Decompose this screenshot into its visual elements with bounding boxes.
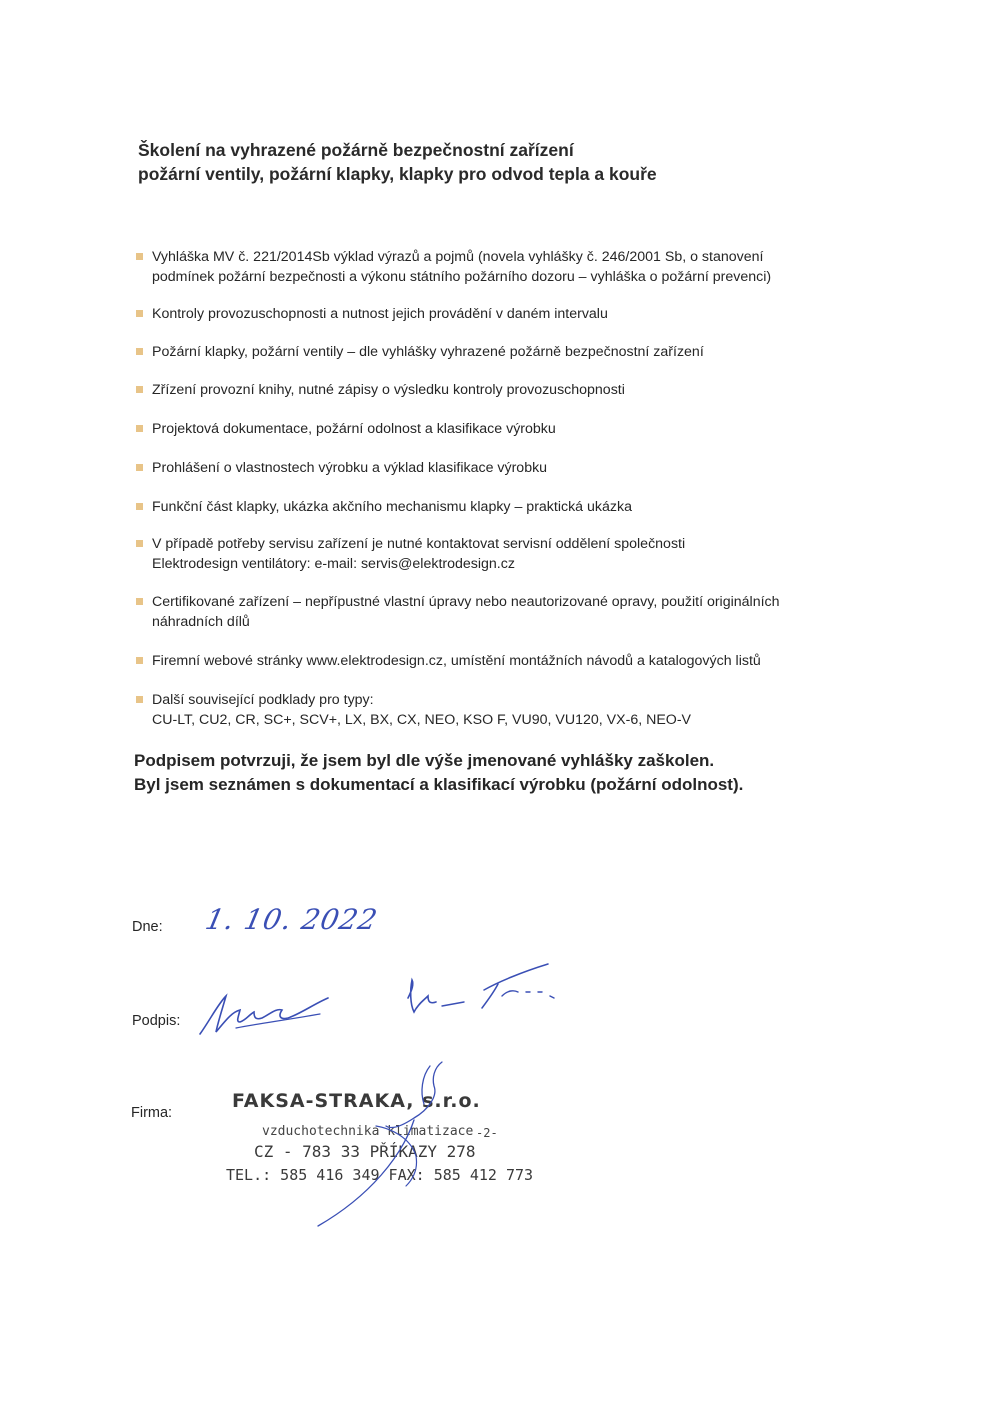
document-title bbox=[138, 138, 918, 186]
topic-list bbox=[136, 229, 876, 730]
topic-item-line: Firemní webové stránky www.elektrodesign.cz, umístění montážních návodů a katalogových listů bbox=[152, 653, 761, 669]
date-handwritten: 1. 10. 2022 bbox=[202, 903, 381, 936]
topic-item bbox=[136, 592, 876, 632]
topic-item-line: Projektová dokumentace, požární odolnost a klasifikace výrobku bbox=[152, 421, 556, 437]
topic-item-line: Vyhláška MV č. 221/2014Sb výklad výrazů a pojmů (novela vyhlášky č. 246/2001 Sb, o stanovení bbox=[152, 249, 764, 265]
topic-item-line: Funkční část klapky, ukázka akčního mechanismu klapky – praktická ukázka bbox=[152, 499, 632, 515]
confirmation-line-2: Byl jsem seznámen s dokumentací a klasifikací výrobku (požární odolnost). bbox=[134, 775, 744, 794]
bullet-square-icon bbox=[136, 348, 143, 355]
title-line-2: požární ventily, požární klapky, klapky pro odvod tepla a kouře bbox=[138, 164, 657, 184]
topic-item bbox=[136, 247, 876, 287]
signature-1 bbox=[196, 990, 336, 1040]
signature-2 bbox=[402, 960, 562, 1020]
topic-item bbox=[136, 342, 876, 362]
company-label: Firma: bbox=[131, 1105, 173, 1121]
bullet-square-icon bbox=[136, 425, 143, 432]
topic-item-line: CU-LT, CU2, CR, SC+, SCV+, LX, BX, CX, NEO, KSO F, VU90, VU120, VX-6, NEO-V bbox=[152, 712, 692, 728]
confirmation-statement bbox=[134, 749, 914, 797]
stamp-company-name: FAKSA-STRAKA, s.r.o. bbox=[232, 1090, 481, 1112]
bullet-square-icon bbox=[136, 253, 143, 260]
topic-item bbox=[136, 497, 876, 517]
topic-item-line: náhradních dílů bbox=[152, 614, 250, 630]
topic-item-line: Kontroly provozuschopnosti a nutnost jejich provádění v daném intervalu bbox=[152, 306, 608, 322]
signature-label: Podpis: bbox=[132, 1013, 181, 1029]
topic-item-line: Zřízení provozní knihy, nutné zápisy o výsledku kontroly provozuschopnosti bbox=[152, 382, 625, 398]
bullet-square-icon bbox=[136, 503, 143, 510]
topic-item bbox=[136, 304, 876, 324]
topic-item-line: Certifikované zařízení – nepřípustné vlastní úpravy nebo neautorizované opravy, použití originálních bbox=[152, 594, 780, 610]
topic-item bbox=[136, 458, 876, 478]
topic-item bbox=[136, 419, 876, 439]
bullet-square-icon bbox=[136, 464, 143, 471]
topic-item-line: V případě potřeby servisu zařízení je nutné kontaktovat servisní oddělení společnosti bbox=[152, 536, 686, 552]
topic-item-line: Požární klapky, požární ventily – dle vyhlášky vyhrazené požárně bezpečnostní zařízení bbox=[152, 344, 704, 360]
topic-item bbox=[136, 380, 876, 400]
bullet-square-icon bbox=[136, 386, 143, 393]
confirmation-line-1: Podpisem potvrzuji, že jsem byl dle výše jmenované vyhlášky zaškolen. bbox=[134, 751, 715, 770]
topic-item-line: Prohlášení o vlastnostech výrobku a výklad klasifikace výrobku bbox=[152, 460, 548, 476]
bullet-square-icon bbox=[136, 540, 143, 547]
topic-item-line: Elektrodesign ventilátory: e-mail: servis@elektrodesign.cz bbox=[152, 556, 515, 572]
bullet-square-icon bbox=[136, 598, 143, 605]
topic-item-line: podmínek požární bezpečnosti a výkonu státního požárního dozoru – vyhláška o požární prevenci) bbox=[152, 269, 772, 285]
topic-item bbox=[136, 690, 876, 730]
topic-item bbox=[136, 534, 876, 574]
topic-item bbox=[136, 651, 876, 671]
stamp-signature-stroke bbox=[310, 1056, 460, 1231]
bullet-square-icon bbox=[136, 657, 143, 664]
date-label: Dne: bbox=[132, 919, 163, 935]
stamp-mark: -2- bbox=[476, 1126, 498, 1140]
title-line-1: Školení na vyhrazené požárně bezpečnostní zařízení bbox=[138, 140, 574, 160]
stamp-phones: TEL.: 585 416 349 FAX: 585 412 773 bbox=[226, 1166, 534, 1184]
topic-item-line: Další související podklady pro typy: bbox=[152, 692, 374, 708]
stamp-activity: vzduchotechnika klimatizace bbox=[262, 1124, 474, 1139]
bullet-square-icon bbox=[136, 310, 143, 317]
bullet-square-icon bbox=[136, 696, 143, 703]
stamp-address: CZ - 783 33 PŘÍKAZY 278 bbox=[254, 1142, 476, 1161]
